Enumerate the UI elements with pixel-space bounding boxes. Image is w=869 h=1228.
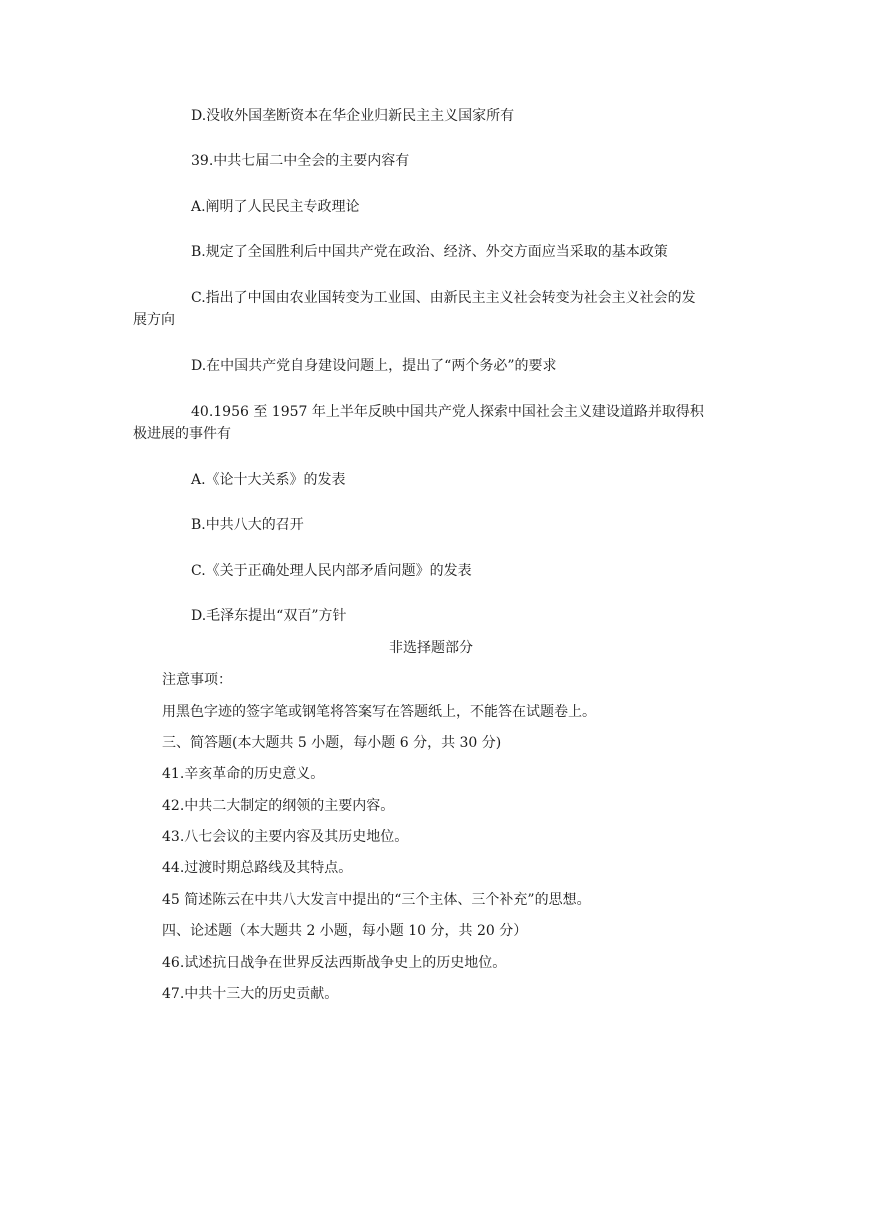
q40-stem-line1: 40.1956 至 1957 年上半年反映中国共产党人探索中国社会主义建设道路并取得积 xyxy=(191,404,704,420)
nonchoice-section-title: 非选择题部分 xyxy=(389,640,473,656)
question-43: 43.八七会议的主要内容及其历史地位。 xyxy=(162,829,409,845)
q39-stem: 39.中共七届二中全会的主要内容有 xyxy=(191,153,410,169)
q39-option-b: B.规定了全国胜利后中国共产党在政治、经济、外交方面应当采取的基本政策 xyxy=(191,244,668,260)
q38-option-d: D.没收外国垄断资本在华企业归新民主主义国家所有 xyxy=(191,108,515,124)
q39-option-c-line2: 展方向 xyxy=(133,312,175,328)
section-3-heading: 三、简答题(本大题共 5 小题，每小题 6 分，共 30 分) xyxy=(162,735,502,751)
q40-option-d: D.毛泽东提出“双百”方针 xyxy=(191,608,347,624)
q39-option-a: A.阐明了人民民主专政理论 xyxy=(191,199,360,215)
q40-option-c: C.《关于正确处理人民内部矛盾问题》的发表 xyxy=(191,563,472,579)
q39-option-d: D.在中国共产党自身建设问题上，提出了“两个务必”的要求 xyxy=(191,358,557,374)
notice-heading: 注意事项： xyxy=(162,672,232,688)
question-42: 42.中共二大制定的纲领的主要内容。 xyxy=(162,798,395,814)
question-47: 47.中共十三大的历史贡献。 xyxy=(162,986,339,1002)
section-4-heading: 四、论述题（本大题共 2 小题，每小题 10 分，共 20 分） xyxy=(162,923,528,939)
question-45: 45 简述陈云在中共八大发言中提出的“三个主体、三个补充”的思想。 xyxy=(162,892,591,908)
notice-text: 用黑色字迹的签字笔或钢笔将答案写在答题纸上，不能答在试题卷上。 xyxy=(162,704,596,720)
question-41: 41.辛亥革命的历史意义。 xyxy=(162,766,325,782)
q40-option-b: B.中共八大的召开 xyxy=(191,517,304,533)
q40-option-a: A.《论十大关系》的发表 xyxy=(191,472,346,488)
q40-stem-line2: 极进展的事件有 xyxy=(133,426,231,442)
question-46: 46.试述抗日战争在世界反法西斯战争史上的历史地位。 xyxy=(162,955,507,971)
q39-option-c-line1: C.指出了中国由农业国转变为工业国、由新民主主义社会转变为社会主义社会的发 xyxy=(191,290,696,306)
question-44: 44.过渡时期总路线及其特点。 xyxy=(162,860,353,876)
